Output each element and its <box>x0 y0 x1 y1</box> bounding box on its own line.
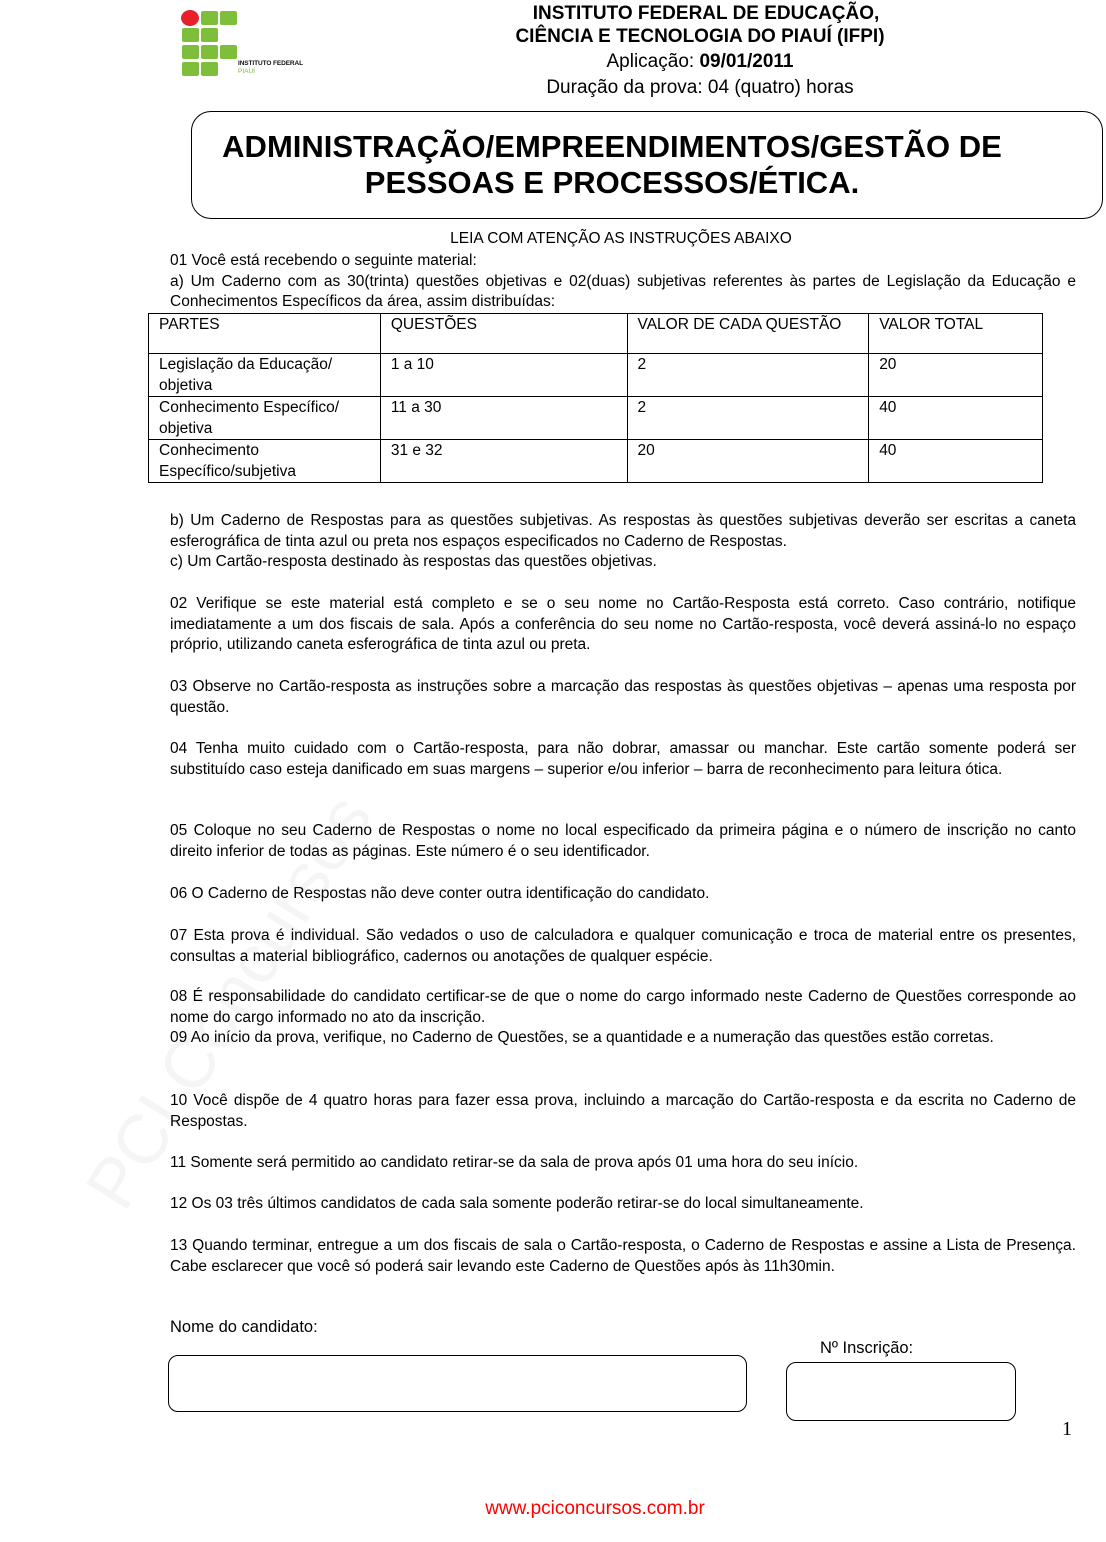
table-cell: Conhecimento Específico/ objetiva <box>149 397 381 440</box>
parts-table <box>148 313 1043 483</box>
application-date: 09/01/2011 <box>699 51 794 72</box>
logo-square <box>201 28 218 42</box>
table-header-cell: VALOR DE CADA QUESTÃO <box>627 314 869 354</box>
table-cell: 11 a 30 <box>380 397 627 440</box>
institution-name-line1: INSTITUTO FEDERAL DE EDUCAÇÃO, <box>532 3 880 24</box>
table-header-cell: QUESTÕES <box>380 314 627 354</box>
instruction-01-bc <box>170 511 1076 573</box>
application-date-line <box>400 51 1000 73</box>
table-header-cell: VALOR TOTAL <box>869 314 1043 354</box>
table-cell: 40 <box>869 397 1043 440</box>
instruction-04: 04 Tenha muito cuidado com o Cartão-resposta, para não dobrar, amassar ou manchar. Este cartão somente poderá ser substituído caso esteja danificado em suas margens – superior e/ou inferior – barra de reconhecimento para leitura ótica. <box>170 740 1076 778</box>
instruction-01-b: b) Um Caderno de Respostas para as questões subjetivas. As respostas às questões subjetivas deverão ser escritas a caneta esferográfica de tinta azul ou preta nos espaços especificados no Caderno de Respostas. <box>170 512 1076 550</box>
logo-square <box>201 11 218 25</box>
page-number: 1 <box>1062 1418 1072 1440</box>
logo-text-state: PIAUÍ <box>238 68 255 75</box>
exam-title-box <box>191 111 1103 219</box>
instructions-heading: LEIA COM ATENÇÃO AS INSTRUÇÕES ABAIXO <box>450 230 792 247</box>
instruction-13: 13 Quando terminar, entregue a um dos fiscais de sala o Cartão-resposta, o Caderno de Respostas e assine a Lista de Presença. Cabe esclarecer que você só poderá sair levando este Caderno de Questões após às 11h30min. <box>170 1237 1076 1275</box>
logo-square <box>201 62 218 76</box>
institution-name-line2: CIÊNCIA E TECNOLOGIA DO PIAUÍ (IFPI) <box>515 26 885 47</box>
instruction-03: 03 Observe no Cartão-resposta as instruções sobre a marcação das respostas às questões objetivas – apenas uma resposta por questão. <box>170 678 1076 716</box>
instruction-01-a: a) Um Caderno com as 30(trinta) questões objetivas e 02(duas) subjetivas referentes às partes de Legislação da Educação e Conhecimentos Específicos da área, assim distribuídas: <box>170 272 1076 311</box>
table-cell: 40 <box>869 440 1043 483</box>
logo-text-institute: INSTITUTO FEDERAL <box>238 60 303 67</box>
inscription-number-label: Nº Inscrição: <box>820 1339 914 1357</box>
table-header-cell: PARTES <box>149 314 381 354</box>
table-cell: 20 <box>627 440 869 483</box>
table-row <box>149 397 1043 440</box>
logo-square <box>182 45 199 59</box>
logo-square <box>201 45 218 59</box>
table-row <box>149 354 1043 397</box>
instruction-09: 09 Ao início da prova, verifique, no Caderno de Questões, se a quantidade e a numeração das questões estão corretas. <box>170 1029 994 1047</box>
candidate-name-field[interactable] <box>168 1355 747 1412</box>
instruction-01 <box>170 251 1076 313</box>
table-cell: 2 <box>627 354 869 397</box>
ifpi-logo <box>180 8 330 80</box>
exam-title-line1: ADMINISTRAÇÃO/EMPREENDIMENTOS/GESTÃO DE <box>222 129 1002 164</box>
footer-website-link[interactable]: www.pciconcursos.com.br <box>485 1498 705 1519</box>
exam-title-line2: PESSOAS E PROCESSOS/ÉTICA. <box>364 165 860 200</box>
logo-square <box>220 11 237 25</box>
instruction-12: 12 Os 03 três últimos candidatos de cada sala somente poderão retirar-se do local simultaneamente. <box>170 1195 864 1212</box>
logo-square <box>182 28 199 42</box>
instruction-08-09 <box>170 987 1076 1049</box>
instruction-01-c: c) Um Cartão-resposta destinado às respostas das questões objetivas. <box>170 553 657 571</box>
table-cell: Legislação da Educação/ objetiva <box>149 354 381 397</box>
table-cell: 2 <box>627 397 869 440</box>
table-cell: 1 a 10 <box>380 354 627 397</box>
instruction-01-intro: 01 Você está recebendo o seguinte material: <box>170 252 477 269</box>
inscription-number-field[interactable] <box>786 1362 1016 1421</box>
instruction-10: 10 Você dispõe de 4 quatro horas para fazer essa prova, incluindo a marcação do Cartão-resposta e da escrita no Caderno de Respostas. <box>170 1092 1076 1130</box>
exam-title <box>192 129 1102 201</box>
table-row <box>149 440 1043 483</box>
instruction-02: 02 Verifique se este material está completo e se o seu nome no Cartão-Resposta está correto. Caso contrário, notifique imediatamente a um dos fiscais de sala. Após a conferência do seu nome no Cartão-resposta, você deverá assiná-lo no espaço próprio, utilizando caneta esferográfica de tinta azul ou preta. <box>170 595 1076 654</box>
logo-red-circle <box>181 10 199 26</box>
instruction-06: 06 O Caderno de Respostas não deve conter outra identificação do candidato. <box>170 885 710 902</box>
exam-duration: Duração da prova: 04 (quatro) horas <box>546 77 854 98</box>
candidate-name-label: Nome do candidato: <box>170 1318 318 1336</box>
logo-square <box>220 45 237 59</box>
table-cell: Conhecimento Específico/subjetiva <box>149 440 381 483</box>
instruction-11: 11 Somente será permitido ao candidato retirar-se da sala de prova após 01 uma hora do seu início. <box>170 1154 859 1171</box>
logo-square <box>182 62 199 76</box>
table-header-row <box>149 314 1043 354</box>
instruction-07: 07 Esta prova é individual. São vedados o uso de calculadora e qualquer comunicação e troca de material entre os presentes, consultas a material bibliográfico, cadernos ou anotações de qualquer espécie. <box>170 927 1076 965</box>
table-cell: 20 <box>869 354 1043 397</box>
instruction-08: 08 É responsabilidade do candidato certificar-se de que o nome do cargo informado neste Caderno de Questões corresponde ao nome do cargo informado no ato da inscrição. <box>170 988 1076 1026</box>
instruction-05: 05 Coloque no seu Caderno de Respostas o nome no local especificado da primeira página e o número de inscrição no canto direito inferior de todas as páginas. Este número é o seu identificador. <box>170 822 1076 860</box>
application-label: Aplicação: <box>606 51 700 72</box>
table-cell: 31 e 32 <box>380 440 627 483</box>
